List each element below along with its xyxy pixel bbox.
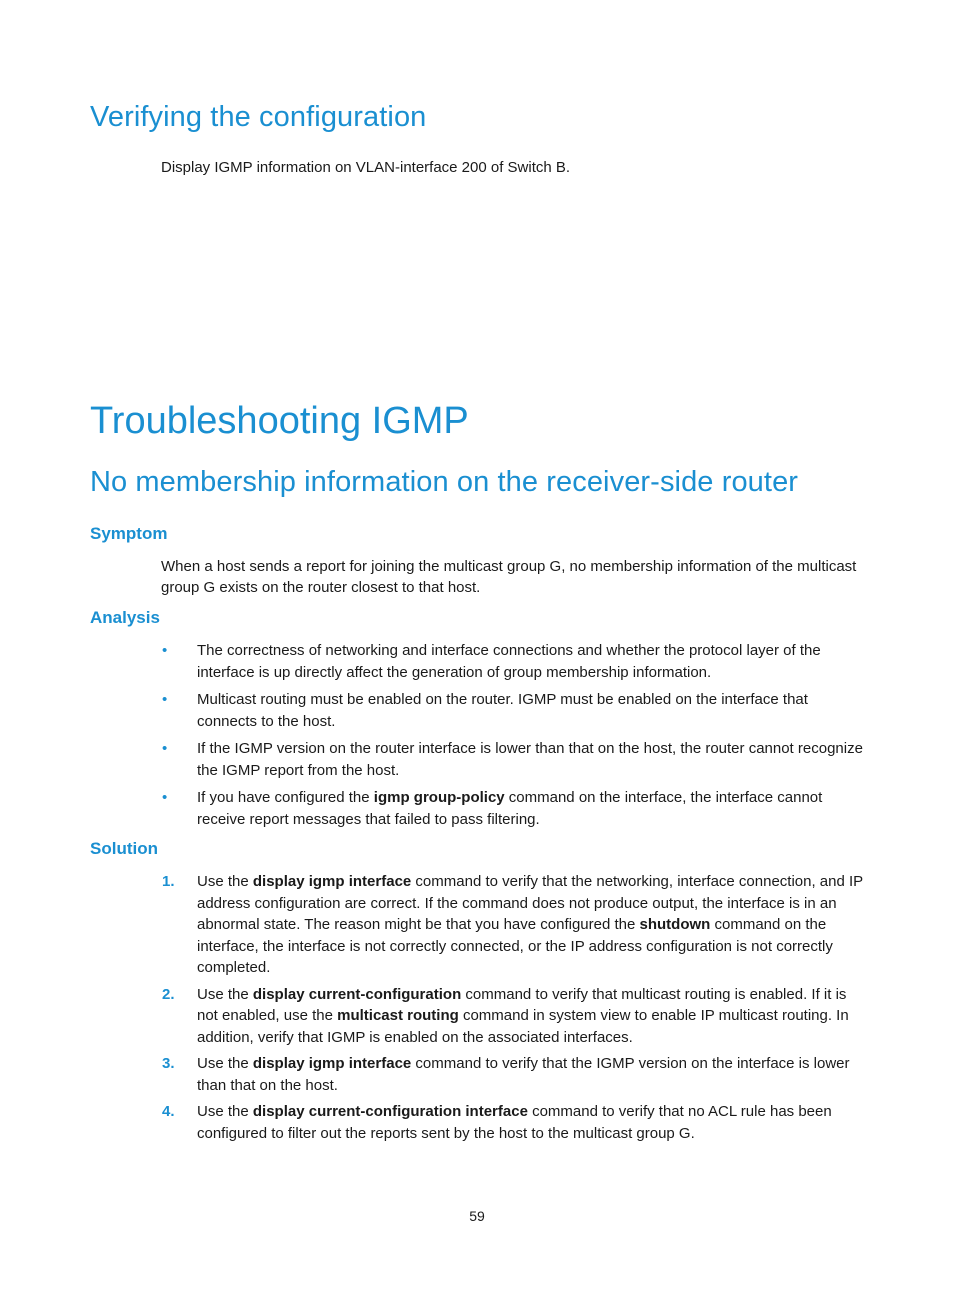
list-item <box>161 871 866 979</box>
step-text: command in system view to enable IP multicast routing. In addition, verify that IGMP is enabled on the associated interfaces. <box>197 1007 849 1046</box>
bullet-icon: • <box>162 740 168 757</box>
command-name: display current-configuration <box>252 985 462 1003</box>
list-item <box>161 738 866 781</box>
verifying-paragraph: Display IGMP information on VLAN-interface 200 of Switch B. <box>161 159 571 176</box>
analysis-item-text: Multicast routing must be enabled on the router. IGMP must be enabled on the interface that connects to the host. <box>197 691 808 730</box>
step-number: 3. <box>162 1055 175 1072</box>
command-name: igmp group-policy <box>373 789 505 806</box>
list-item <box>161 1053 866 1096</box>
list-item <box>161 689 866 732</box>
step-text: command to verify that the networking, interface connection, and IP address configuration are correct. If the command does not produce output, the interface is in an abnormal state. The reason might be that you have configured the <box>197 873 863 933</box>
command-name: multicast routing <box>337 1007 459 1024</box>
bullet-icon: • <box>162 642 168 659</box>
step-text: command on the interface, the interface is not correctly connected, or the IP address configuration is not correctly completed. <box>197 916 833 976</box>
step-text: command to verify that no ACL rule has been configured to filter out the reports sent by the host to the multicast group G. <box>197 1103 832 1142</box>
step-text: Use the <box>197 985 253 1003</box>
step-text: command to verify that multicast routing is enabled. If it is not enabled, use the <box>197 985 847 1024</box>
analysis-item-text-before: If you have configured the <box>197 789 374 806</box>
list-item <box>161 787 866 830</box>
step-text: Use the <box>197 1055 253 1072</box>
symptom-paragraph: When a host sends a report for joining the multicast group G, no membership information of the multicast group G exists on the router closest to that host. <box>161 558 857 596</box>
subheading-solution: Solution <box>90 839 158 858</box>
step-text: Use the <box>197 1103 253 1120</box>
analysis-list <box>161 640 866 830</box>
list-item <box>161 984 866 1049</box>
analysis-item-text: If the IGMP version on the router interface is lower than that on the host, the router cannot recognize the IGMP report from the host. <box>197 740 863 779</box>
page-number: 59 <box>469 1208 485 1224</box>
list-item <box>161 640 866 683</box>
solution-steps <box>161 871 866 1144</box>
step-text: command to verify that the IGMP version on the interface is lower than that on the host. <box>197 1055 850 1094</box>
section-heading-no-membership: No membership information on the receiver-side router <box>90 466 799 498</box>
analysis-item-text-after: command on the interface, the interface cannot receive report messages that failed to pass filtering. <box>197 789 823 828</box>
bullet-icon: • <box>162 789 168 806</box>
step-text: Use the <box>197 873 253 890</box>
step-number: 4. <box>162 1103 175 1120</box>
command-name: display current-configuration interface <box>252 1103 528 1120</box>
analysis-item-text: The correctness of networking and interface connections and whether the protocol layer of the interface is up directly affect the generation of group membership information. <box>197 642 821 681</box>
step-number: 2. <box>162 985 175 1003</box>
subheading-analysis: Analysis <box>90 608 160 627</box>
list-item <box>161 1101 866 1144</box>
bullet-icon: • <box>162 691 168 708</box>
command-name: display igmp interface <box>252 1055 412 1072</box>
section-heading-verifying: Verifying the configuration <box>90 101 427 133</box>
command-name: shutdown <box>639 916 711 933</box>
command-name: display igmp interface <box>252 873 412 890</box>
step-number: 1. <box>162 873 175 890</box>
subheading-symptom: Symptom <box>90 524 168 543</box>
chapter-heading-troubleshooting: Troubleshooting IGMP <box>90 400 469 442</box>
